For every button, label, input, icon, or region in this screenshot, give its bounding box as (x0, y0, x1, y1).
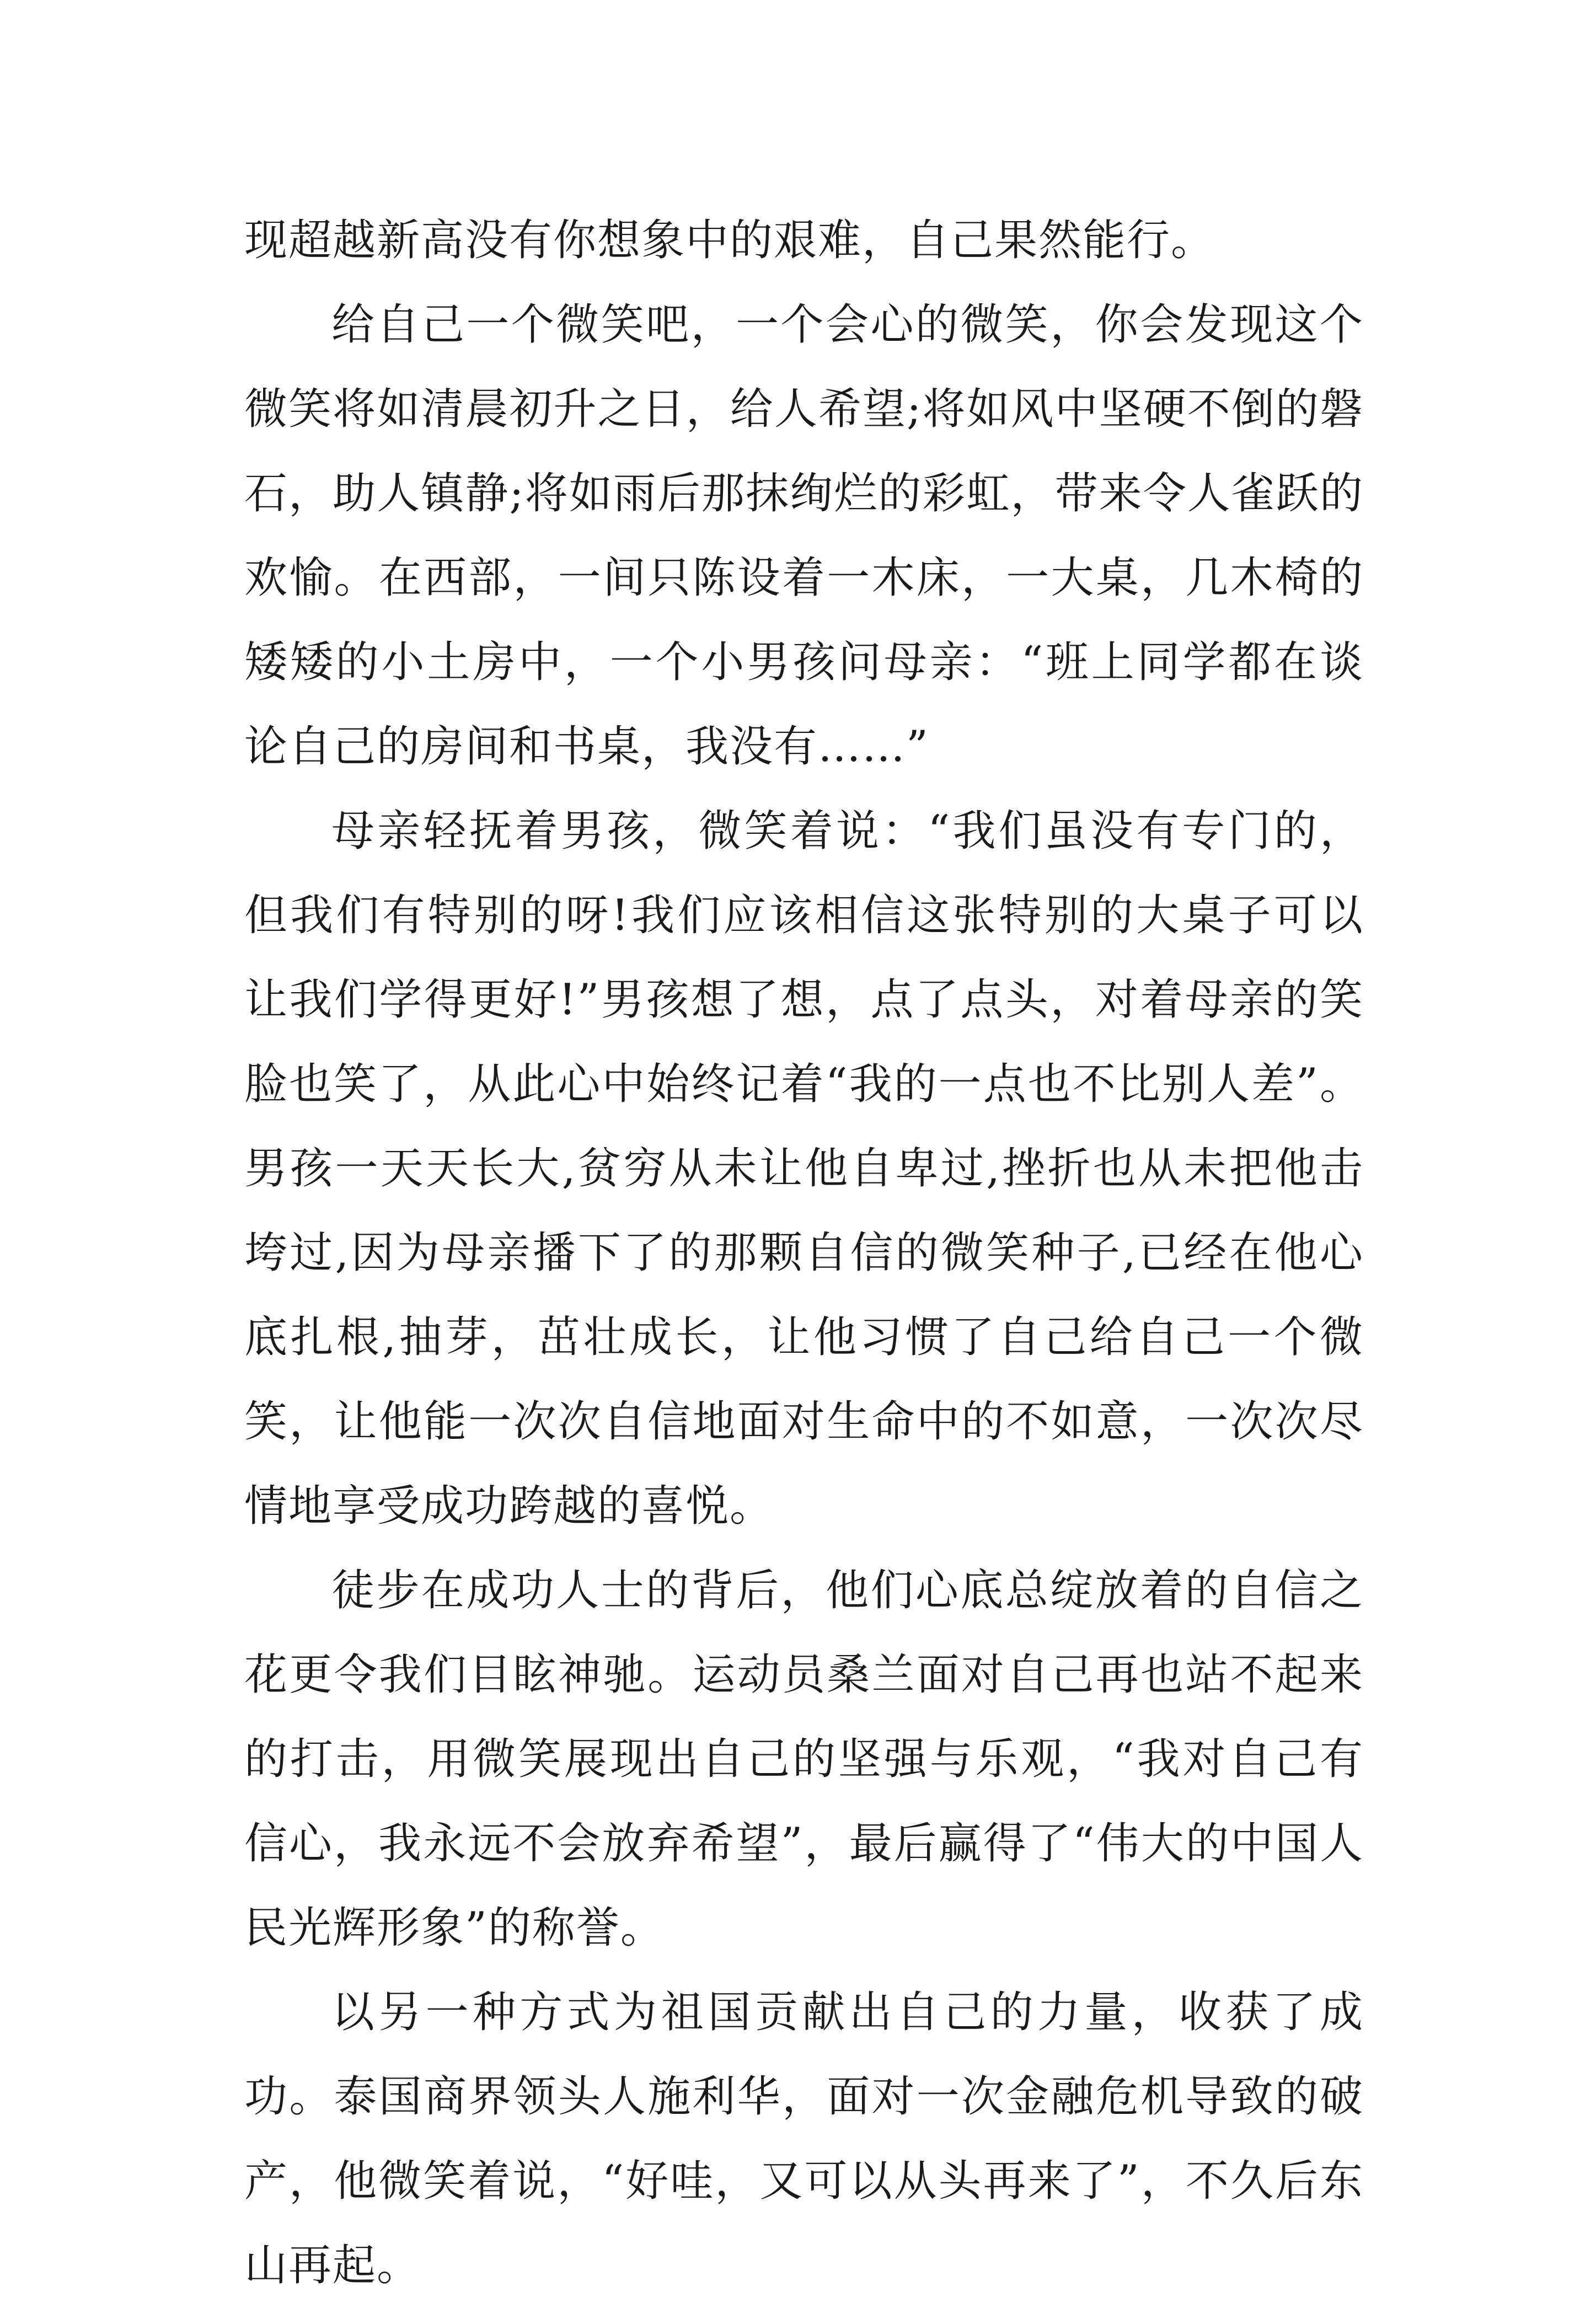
paragraph-1: 现超越新高没有你想象中的艰难，自己果然能行。 (244, 216, 1215, 265)
document-body (244, 199, 1364, 2308)
paragraph-4: 徒步在成功人士的背后，他们心底总绽放着的自信之花更令我们目眩神驰。运动员桑兰面对自己再也站不起来的打击，用微笑展现出自己的坚强与乐观，“我对自己有信心，我永远不会放弃希望”，最后赢得了“伟大的中国人民光辉形象”的称誉。 (244, 1566, 1364, 1953)
paragraph-2: 给自己一个微笑吧，一个会心的微笑，你会发现这个微笑将如清晨初升之日，给人希望;将如风中坚硬不倒的磐石，助人镇静;将如雨后那抹绚烂的彩虹，带来令人雀跃的欢愉。在西部，一间只陈设着一木床，一大桌，几木椅的矮矮的小土房中，一个小男孩问母亲：“班上同学都在谈论自己的房间和书桌，我没有……” (244, 300, 1364, 772)
paragraph-3: 母亲轻抚着男孩，微笑着说：“我们虽没有专门的，但我们有特别的呀!我们应该相信这张特别的大桌子可以让我们学得更好!”男孩想了想，点了点头，对着母亲的笑脸也笑了，从此心中始终记着“我的一点也不比别人差”。男孩一天天长大,贫穷从未让他自卑过,挫折也从未把他击垮过,因为母亲播下了的那颗自信的微笑种子,已经在他心底扎根,抽芽，茁壮成长，让他习惯了自己给自己一个微笑，让他能一次次自信地面对生命中的不如意，一次次尽情地享受成功跨越的喜悦。 (244, 806, 1364, 1531)
paragraph-5: 以另一种方式为祖国贡献出自己的力量，收获了成功。泰国商界领头人施利华，面对一次金融危机导致的破产，他微笑着说，“好哇，又可以从头再来了”，不久后东山再起。 (244, 1988, 1364, 2290)
